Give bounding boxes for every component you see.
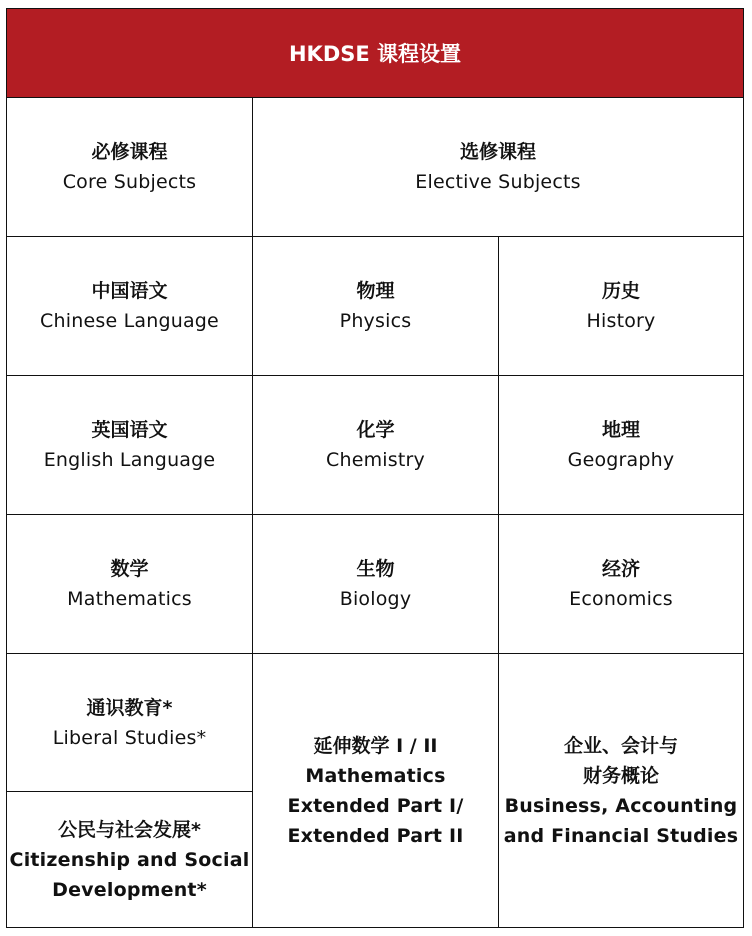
- elective-header-en: Elective Subjects: [415, 171, 581, 193]
- elective-header-zh: 选修课程: [459, 141, 536, 163]
- subject-zh: 英国语文: [91, 419, 168, 441]
- elective-subject-cell: [498, 236, 744, 376]
- subject-zh: 经济: [601, 558, 640, 580]
- elective-subject-cell: [252, 375, 499, 515]
- core-subjects-header: [6, 97, 253, 237]
- core-subject-cell: [6, 236, 253, 376]
- subject-en: Liberal Studies*: [52, 726, 207, 749]
- table-title-text: HKDSE 课程设置: [288, 42, 462, 66]
- subject-en: Physics: [339, 310, 412, 332]
- subject-zh: 历史: [601, 280, 640, 302]
- subject-zh: 延伸数学 I / II: [313, 734, 438, 757]
- core-subject-cell: [6, 791, 253, 928]
- elective-subjects-header: [252, 97, 744, 237]
- subject-zh: 数学: [110, 558, 149, 580]
- core-subject-cell: [6, 653, 253, 792]
- subject-en: Mathematics Extended Part I/ Extended Part II: [287, 764, 464, 847]
- subject-en: Mathematics: [67, 588, 192, 610]
- subject-en: Chemistry: [326, 449, 425, 471]
- subject-en: Citizenship and Social Development*: [9, 848, 250, 901]
- subject-zh: 物理: [356, 280, 395, 302]
- core-header-en: Core Subjects: [62, 171, 197, 193]
- elective-subject-cell: [252, 653, 499, 928]
- subject-en: Economics: [569, 588, 673, 610]
- subject-zh: 生物: [356, 558, 395, 580]
- core-subject-cell: [6, 375, 253, 515]
- core-header-zh: 必修课程: [91, 141, 168, 163]
- elective-subject-cell: [498, 514, 744, 654]
- elective-subject-cell: [252, 514, 499, 654]
- table-title: [6, 8, 744, 98]
- subject-en: Biology: [339, 588, 412, 610]
- subject-zh: 通识教育*: [86, 696, 173, 719]
- subject-en: Geography: [567, 449, 675, 471]
- subject-en: Chinese Language: [40, 310, 219, 332]
- subject-en: Business, Accounting and Financial Studies: [503, 794, 739, 847]
- elective-subject-cell: [252, 236, 499, 376]
- subject-en: History: [586, 310, 656, 332]
- subject-zh: 公民与社会发展*: [58, 818, 201, 841]
- elective-subject-cell: [498, 653, 744, 928]
- core-subject-cell: [6, 514, 253, 654]
- elective-subject-cell: [498, 375, 744, 515]
- subject-en: English Language: [43, 449, 216, 471]
- subject-zh: 企业、会计与 财务概论: [563, 734, 678, 787]
- subject-zh: 化学: [356, 419, 395, 441]
- hkdse-curriculum-table: [6, 8, 744, 928]
- subject-zh: 中国语文: [91, 280, 168, 302]
- subject-zh: 地理: [601, 419, 640, 441]
